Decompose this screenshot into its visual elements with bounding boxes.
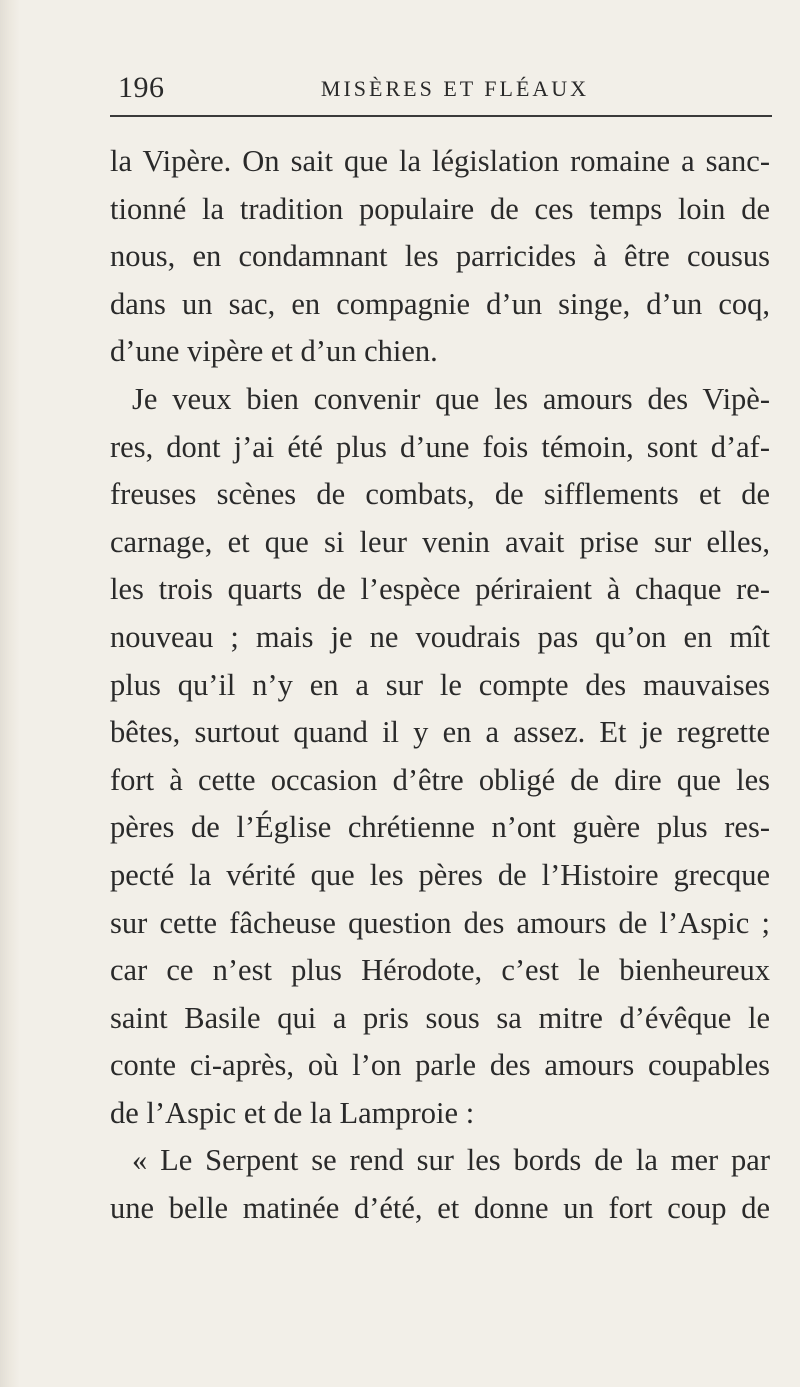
text-line: res, dont j’ai été plus d’une fois témoin, sont d’af- bbox=[110, 429, 770, 464]
text-line: d’une vipère et d’un chien. bbox=[110, 334, 438, 369]
text-line: pecté la vérité que les pères de l’Histoire grecque bbox=[110, 857, 770, 892]
text-line: « Le Serpent se rend sur les bords de la mer par bbox=[132, 1143, 770, 1178]
text-line: une belle matinée d’été, et donne un fort coup de bbox=[110, 1191, 770, 1226]
text-line: sur cette fâcheuse question des amours de l’Aspic ; bbox=[110, 905, 770, 940]
page-gutter-shadow bbox=[0, 0, 20, 1387]
text-line: Je veux bien convenir que les amours des Vipè- bbox=[132, 381, 770, 416]
text-line: car ce n’est plus Hérodote, c’est le bienheureux bbox=[110, 953, 770, 988]
text-line: freuses scènes de combats, de sifflements et de bbox=[110, 477, 770, 512]
text-line: pères de l’Église chrétienne n’ont guère plus res- bbox=[110, 810, 770, 845]
text-line: les trois quarts de l’espèce périraient à chaque re- bbox=[110, 572, 770, 607]
text-line: la Vipère. On sait que la législation romaine a sanc- bbox=[110, 144, 770, 178]
text-line: plus qu’il n’y en a sur le compte des mauvaises bbox=[110, 667, 770, 702]
text-line: conte ci-après, où l’on parle des amours coupables bbox=[110, 1048, 770, 1083]
text-line: tionné la tradition populaire de ces temps loin de bbox=[110, 191, 770, 226]
header-rule bbox=[110, 115, 772, 117]
text-line: bêtes, surtout quand il y en a assez. Et je regrette bbox=[110, 715, 770, 750]
text-line: carnage, et que si leur venin avait prise sur elles, bbox=[110, 524, 770, 559]
text-line: saint Basile qui a pris sous sa mitre d’évêque le bbox=[110, 1000, 770, 1035]
text-line: fort à cette occasion d’être obligé de dire que les bbox=[110, 762, 770, 797]
page-header bbox=[110, 68, 770, 108]
text-line: de l’Aspic et de la Lamproie : bbox=[110, 1095, 475, 1130]
running-title: MISÈRES ET FLÉAUX bbox=[320, 76, 590, 101]
body-text bbox=[110, 138, 770, 1233]
text-line: dans un sac, en compagnie d’un singe, d’un coq, bbox=[110, 286, 770, 321]
page-number: 196 bbox=[118, 71, 165, 104]
text-line: nous, en condamnant les parricides à être cousus bbox=[110, 239, 770, 274]
text-line: nouveau ; mais je ne voudrais pas qu’on en mît bbox=[110, 619, 770, 654]
